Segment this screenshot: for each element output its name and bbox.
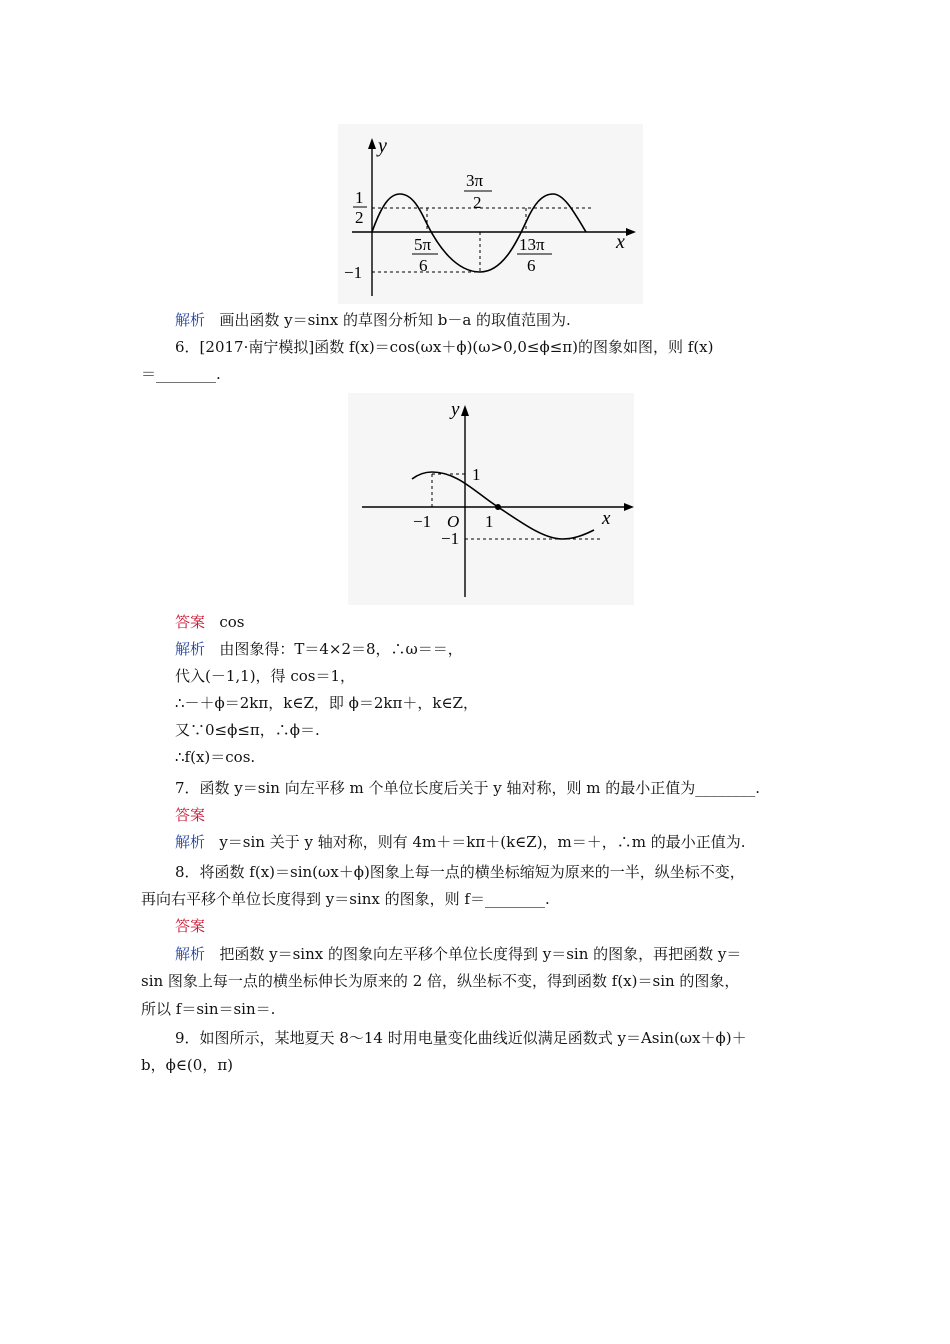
ans6-line (175, 611, 244, 633)
half-label-den: 2 (355, 208, 364, 227)
sol6-line3: ∴－＋ϕ＝2kπ，k∈Z，即 ϕ＝2kπ＋，k∈Z， (175, 694, 478, 712)
x-axis-arrow (624, 503, 634, 511)
y-axis-label: y (451, 399, 460, 420)
y-axis-arrow (368, 138, 376, 149)
q6-line1: 6．[2017·南宁模拟]函数 f(x)＝cos(ωx＋ϕ)(ω>0,0≤ϕ≤π)的图象如图，则 f(x) (175, 338, 714, 356)
sol8-tag: 解析 (175, 945, 206, 963)
sol7-text: y＝sin 关于 y 轴对称，则有 4m＋＝kπ＋(k∈Z)，m＝＋，∴m 的最小正值为. (219, 833, 746, 851)
ans6-text: cos (219, 613, 245, 631)
x-axis-label: x (602, 508, 611, 529)
half-label-num: 1 (355, 188, 364, 207)
y-axis-label: y (378, 135, 387, 157)
q7-line: 7．函数 y＝sin 向左平移 m 个单位长度后关于 y 轴对称，则 m 的最小正值为________. (175, 779, 761, 797)
q8-line1: 8．将函数 f(x)＝sin(ωx＋ϕ)图象上每一点的横坐标缩短为原来的一半，纵坐标不变， (175, 863, 745, 881)
neg-one-y-label: −1 (441, 529, 460, 548)
q9-line2: b，ϕ∈(0，π) (141, 1056, 234, 1074)
zero-point (495, 504, 501, 510)
neg-one-x-label: −1 (413, 512, 432, 531)
cos-graph-figure (348, 393, 634, 605)
one-x-label: 1 (485, 512, 494, 531)
sol6-tag: 解析 (175, 640, 206, 658)
three-pi-half-den: 2 (473, 193, 482, 212)
sol8-line3: 所以 f＝sin＝sin＝. (141, 1000, 276, 1018)
five-pi-six-num: 5π (414, 235, 432, 254)
sol5-tag: 解析 (175, 311, 206, 329)
sol8-line1 (175, 943, 741, 965)
sine-graph-svg (338, 124, 643, 304)
thirteen-pi-six-den: 6 (527, 256, 536, 275)
q6-line2: ＝________. (141, 365, 221, 383)
sol6-text1: 由图象得：T＝4×2＝8，∴ω＝＝， (219, 640, 463, 658)
x-axis-label: x (616, 231, 625, 253)
sine-graph-figure (338, 124, 643, 304)
sol7-line (175, 831, 746, 853)
ans7-tag: 答案 (175, 806, 206, 824)
ans6-tag: 答案 (175, 613, 206, 631)
sol6-line4: 又∵0≤ϕ≤π，∴ϕ＝. (175, 721, 320, 739)
thirteen-pi-six-num: 13π (519, 235, 545, 254)
cos-curve (412, 472, 594, 539)
five-pi-six-den: 6 (419, 256, 428, 275)
sol5-line (175, 309, 571, 331)
cos-graph-svg (348, 393, 634, 605)
x-axis-arrow (626, 228, 636, 236)
sol6-line1 (175, 638, 463, 660)
sol5-text: 画出函数 y＝sinx 的草图分析知 b－a 的取值范围为. (219, 311, 571, 329)
sol6-line5: ∴f(x)＝cos. (175, 748, 256, 766)
y-axis-arrow (461, 405, 469, 416)
neg-one-label: −1 (344, 263, 363, 282)
sol6-line2: 代入(－1,1)，得 cos＝1， (175, 667, 356, 685)
sol8-text1: 把函数 y＝sinx 的图象向左平移个单位长度得到 y＝sin 的图象，再把函数 y＝ (219, 945, 742, 963)
one-y-label: 1 (472, 465, 481, 484)
origin-label: O (447, 512, 460, 531)
ans8-tag: 答案 (175, 917, 206, 935)
sol8-line2: sin 图象上每一点的横坐标伸长为原来的 2 倍，纵坐标不变，得到函数 f(x)＝sin 的图象， (141, 972, 740, 990)
q8-line2: 再向右平移个单位长度得到 y＝sinx 的图象，则 f＝________. (141, 890, 550, 908)
three-pi-half-num: 3π (466, 171, 484, 190)
sol7-tag: 解析 (175, 833, 206, 851)
q9-line1: 9．如图所示，某地夏天 8～14 时用电量变化曲线近似满足函数式 y＝Asin(ωx＋ϕ)＋ (175, 1029, 747, 1047)
